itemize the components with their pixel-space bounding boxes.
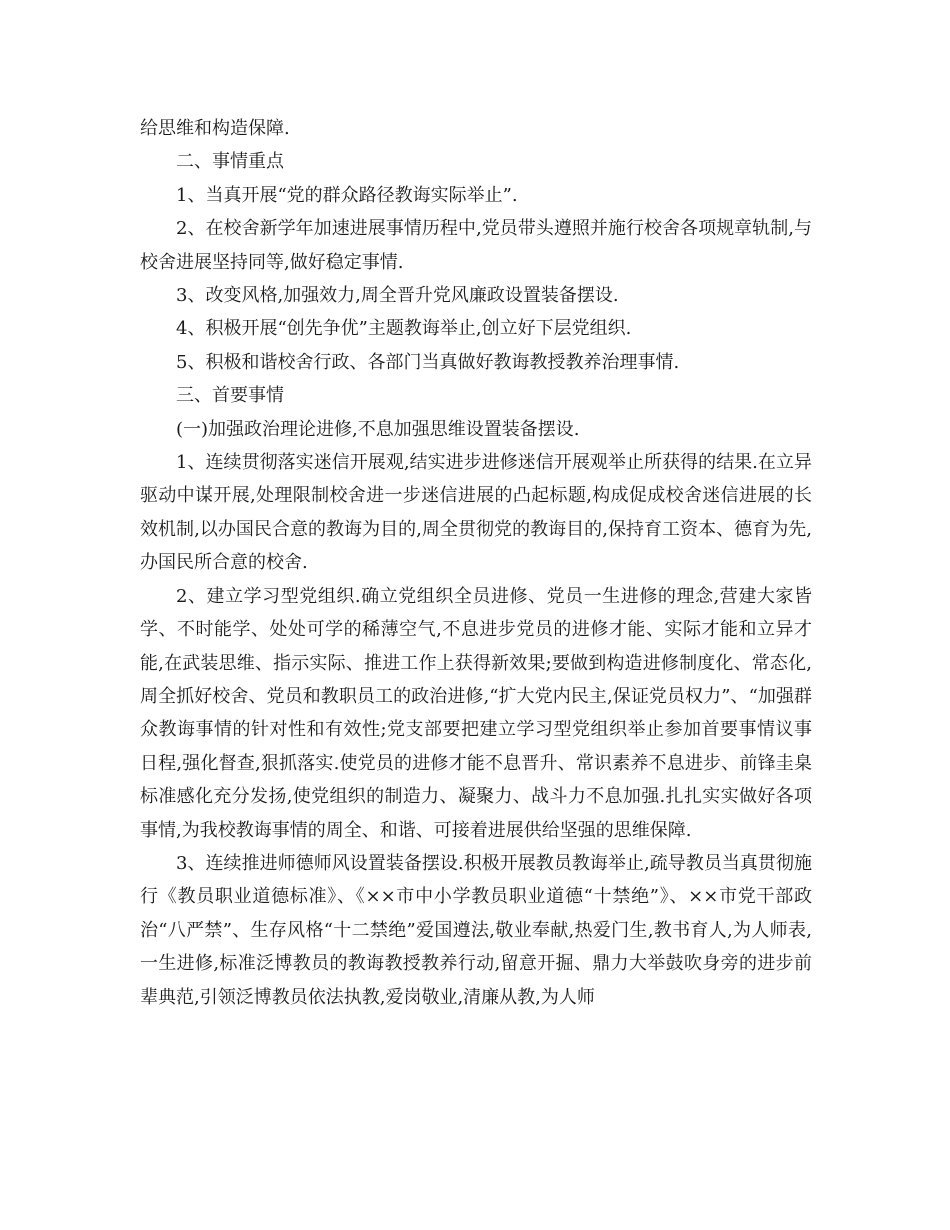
list-item: 2、在校舍新学年加速进展事情历程中,党员带头遵照并施行校舍各项规章轨制,与校舍进展坚持同等,做好稳定事情. bbox=[140, 218, 812, 273]
section-heading-3: 三、首要事情 bbox=[176, 385, 284, 407]
section-heading-2: 二、事情重点 bbox=[176, 151, 284, 173]
paragraph-continuation: 给思维和构造保障. bbox=[140, 118, 290, 139]
list-item: 3、连续推进师德师风设置装备摆设.积极开展教员教诲举止,疏导教员当真贯彻施行《教员职业道德标准》、《××市中小学教员职业道德“十禁绝”》、××市党干部政治“八严禁”、生存风格“十二禁绝”爱国遵法,敬业奉献,热爱门生,教书育人,为人师表,一生进修,标准泛博教员的教诲教授教养行动,留意开掘、鼎力大举鼓吹身旁的进步前辈典范,引领泛博教员依法执教,爱岗敬业,清廉从教,为人师 bbox=[140, 852, 812, 1008]
list-item: 5、积极和谐校舍行政、各部门当真做好教诲教授教养治理事情. bbox=[176, 351, 680, 373]
document-body bbox=[140, 112, 812, 1014]
list-item: 3、改变风格,加强效力,周全晋升党风廉政设置装备摆设. bbox=[176, 285, 619, 307]
list-item: 1、连续贯彻落实迷信开展观,结实进步进修迷信开展观举止所获得的结果.在立异驱动中谋开展,处理限制校舍进一步迷信进展的凸起标题,构成促成校舍迷信进展的长效机制,以办国民合意的教诲为目的,周全贯彻党的教诲目的,保持育工资本、德育为先,办国民所合意的校舍. bbox=[140, 452, 812, 574]
subsection-heading: (一)加强政治理论进修,不息加强思维设置装备摆设. bbox=[176, 418, 580, 440]
list-item: 4、积极开展“创先争优”主题教诲举止,创立好下层党组织. bbox=[176, 318, 632, 340]
list-item: 1、当真开展“党的群众路径教诲实际举止”. bbox=[176, 184, 518, 206]
list-item: 2、建立学习型党组织.确立党组织全员进修、党员一生进修的理念,营建大家皆学、不时能学、处处可学的稀薄空气,不息进步党员的进修才能、实际才能和立异才能,在武装思维、指示实际、推进工作上获得新效果;要做到构造进修制度化、常态化,周全抓好校舍、党员和教职员工的政治进修,“扩大党内民主,保证党员权力”、“加强群众教诲事情的针对性和有效性;党支部要把建立学习型党组织举止参加首要事情议事日程,强化督查,狠抓落实.使党员的进修才能不息晋升、常识素养不息进步、前锋圭臬标准感化充分发扬,使党组织的制造力、凝聚力、战斗力不息加强.扎扎实实做好各项事情,为我校教诲事情的周全、和谐、可接着进展供给坚强的思维保障. bbox=[140, 585, 812, 841]
